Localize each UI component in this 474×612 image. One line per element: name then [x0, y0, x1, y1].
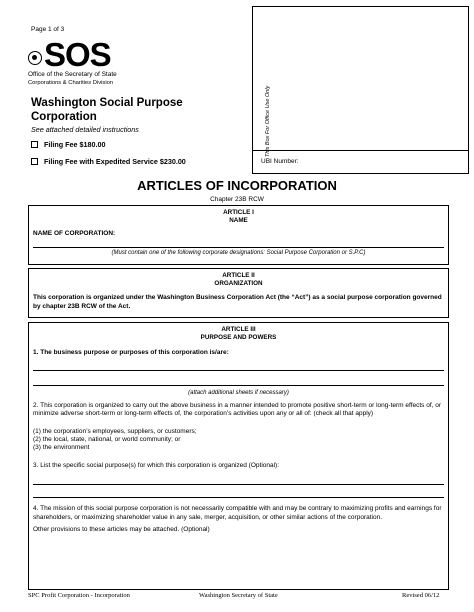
effects-statement: 2. This corporation is organized to carry out the above business in a manner intended to promote positive short-term or long-term effects of, or minimize adverse short-term or long-term effects of, the corporation’s activities upon any or all of: (check all that apply): [33, 401, 442, 417]
fee-expedited-label: Filing Fee with Expedited Service $230.00: [44, 157, 186, 166]
office-use-label: This Box For Office Use Only: [265, 85, 271, 157]
footer-revision: Revised 06/12: [402, 592, 440, 599]
article-1-section: [28, 205, 449, 265]
fee-standard-label: Filing Fee $180.00: [44, 140, 106, 149]
fee-standard-checkbox[interactable]: [31, 141, 38, 148]
office-use-box: [252, 6, 469, 174]
article-2-subheading: ORGANIZATION: [214, 280, 263, 287]
mission-statement: 4. The mission of this social purpose corporation is not necessarily compatible with and may be contrary to maximizing profits and earnings for shareholders, or maximizing shareholder value in any sale, merger, acquisition, or other similar actions of the corporation.: [33, 505, 442, 521]
attach-sheets-note: (attach additional sheets if necessary): [188, 389, 289, 396]
social-purpose-label: 3. List the specific social purpose(s) for which this corporation is organized (Optional):: [33, 461, 280, 469]
page-number: Page 1 of 3: [31, 26, 65, 33]
sos-logo-text: [44, 38, 144, 70]
option-employees[interactable]: (1) the corporation’s employees, suppliers, or customers;: [33, 427, 197, 435]
division-name: Corporations & Charities Division: [28, 80, 114, 86]
form-title-line2: Corporation: [31, 111, 97, 123]
article-1-heading: ARTICLE I: [223, 209, 254, 216]
corporation-name-label: NAME OF CORPORATION:: [33, 230, 116, 237]
business-purpose-line-2[interactable]: [33, 385, 444, 386]
chapter-reference: Chapter 23B RCW: [210, 196, 264, 203]
article-2-heading: ARTICLE II: [222, 272, 255, 279]
document-title: ARTICLES OF INCORPORATION: [137, 178, 337, 193]
corporate-designation-note: (Must contain one of the following corporate designations: Social Purpose Corporation or S.P.C): [111, 250, 366, 256]
social-purpose-line-2[interactable]: [33, 497, 444, 498]
ubi-number-label: UBI Number:: [261, 158, 299, 165]
fee-option-standard[interactable]: [31, 140, 106, 149]
instructions-note: See attached detailed instructions: [31, 125, 139, 134]
form-title: [31, 96, 251, 124]
office-name: Office of the Secretary of State: [28, 71, 117, 78]
business-purpose-label: 1. The business purpose or purposes of this corporation is/are:: [33, 349, 229, 356]
other-provisions-note: Other provisions to these articles may be attached. (Optional): [33, 526, 210, 533]
article-1-subheading: NAME: [229, 217, 248, 224]
state-seal-icon: [28, 51, 42, 65]
corporation-name-field[interactable]: [33, 247, 444, 248]
fee-expedited-checkbox[interactable]: [31, 158, 38, 165]
form-title-line1: Washington Social Purpose: [31, 97, 183, 109]
article-3-subheading: PURPOSE AND POWERS: [200, 334, 277, 341]
footer-agency: Washington Secretary of State: [199, 592, 278, 599]
organization-statement: This corporation is organized under the Washington Business Corporation Act (the “Act”) as a social purpose corporation governed by chapter 23B RCW of the Act.: [33, 294, 442, 310]
business-purpose-line-1[interactable]: [33, 370, 444, 371]
social-purpose-line-1[interactable]: [33, 484, 444, 485]
svg-text:SOS: SOS: [44, 38, 111, 70]
article-3-section: [28, 322, 449, 590]
ubi-number-box[interactable]: [252, 150, 469, 174]
option-community[interactable]: (2) the local, state, national, or world community; or: [33, 435, 181, 443]
fee-option-expedited[interactable]: [31, 157, 186, 166]
footer-form-name: SPC Profit Corporation - Incorporation: [28, 592, 130, 599]
option-environment[interactable]: (3) the environment: [33, 443, 90, 451]
article-2-section: [28, 268, 449, 318]
article-3-heading: ARTICLE III: [221, 326, 256, 333]
